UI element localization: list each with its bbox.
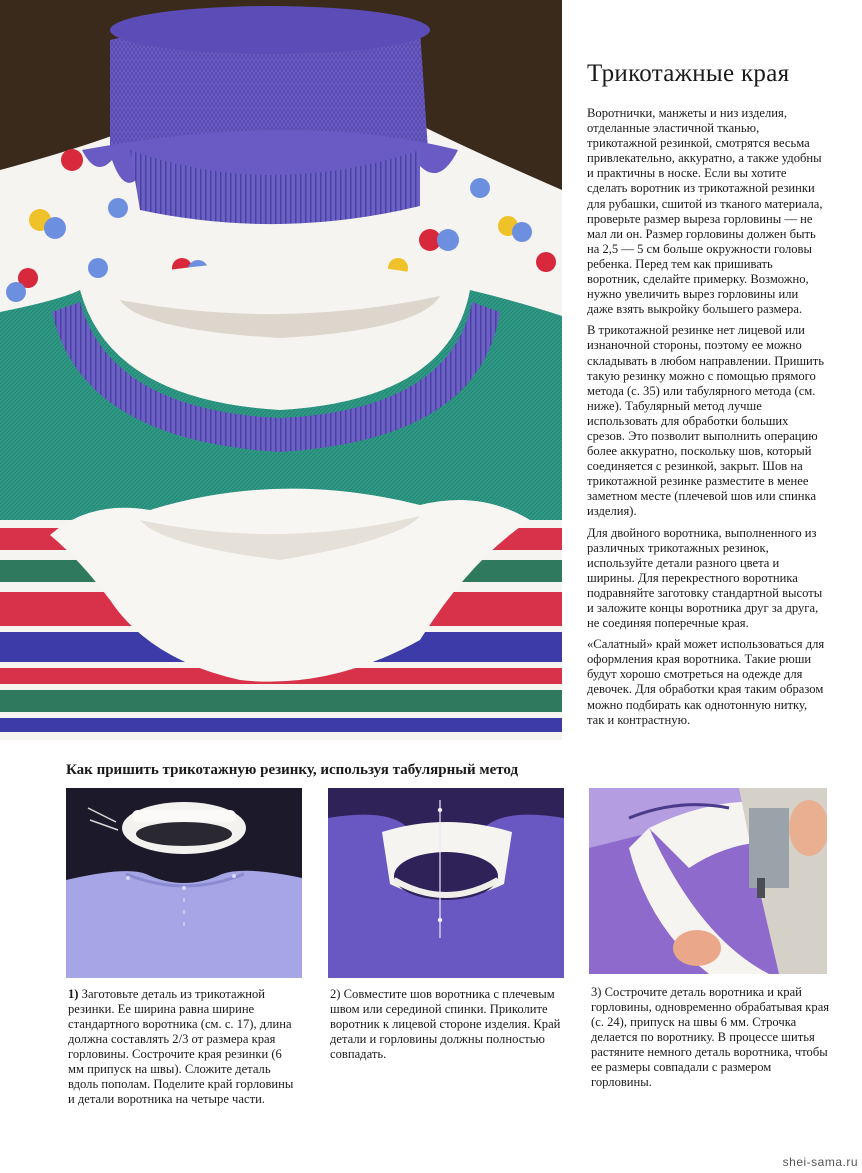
article-paragraph: Воротнички, манжеты и низ изделия, отделанные эластичной тканью, трикотажной резинкой, смотрятся весьма привлекательно, аккуратно, а также удобны и практичны в носке. Если вы хотите сделать воротник из трикотажной резинки для рубашки, сшитой из тканого материала, проверьте размер выреза горловины — не мал ли он. Размер горловины должен быть на 2,5 — 5 см больше окружности головы ребенка. Перед тем как пришивать воротник, сделайте примерку. Возможно, нужно увеличить вырез горловины или даже взять выкройку большего размера.	[587, 106, 823, 317]
step-text: Сострочите деталь воротника и край горловины, одновременно обрабатывая края (с. 24), припуск на швы 6 мм. Строчка делается по воротнику. В процессе шитья растяните немного деталь воротника, чтобы ее размеры совпадали с размером горловины.	[591, 985, 830, 1089]
step-3-caption	[591, 985, 831, 1090]
article-title: Трикотажные края	[587, 60, 790, 87]
step-text: Заготовьте деталь из трикотажной резинки. Ее ширина равна ширине стандартного воротника (см. с. 17), длина должна составлять 2/3 от размера края горловины. Сострочите края резинки (6 мм припуск на швы). Сложите деталь вдоль пополам. Поделите край горловины и детали воротника на четыре части.	[68, 987, 294, 1106]
article-paragraph: В трикотажной резинке нет лицевой или изнаночной стороны, поэтому ее можно складывать в любом направлении. Пришить такую резинку можно с помощью прямого метода (с. 35) или табулярного метода (см. ниже). Табулярный метод лучше использовать для обработки больших срезов. Это позволит выполнить операцию более аккуратно, поскольку шов, который соединяется с резинкой, закрыт. Шов на трикотажной резинке разместите в менее заметном месте (плечевой шов или спинка изделия).	[587, 323, 825, 519]
step-number: 3)	[591, 985, 602, 999]
step-3-photo	[589, 788, 827, 974]
article-paragraph: Для двойного воротника, выполненного из различных трикотажных резинок, используйте детали разного цвета и ширины. Для перекрестного воротника подравняйте заготовку стандартной высоты и заложите концы воротника друг за друга, не соединяя поперечные края.	[587, 525, 823, 631]
section-heading: Как пришить трикотажную резинку, используя табулярный метод	[66, 762, 519, 778]
step-text: Совместите шов воротника с плечевым швом или серединой спинки. Приколите воротник к лицевой стороне изделия. Край детали и горловины должны полностью совпадать.	[330, 987, 561, 1061]
step-number: 2)	[330, 987, 341, 1001]
article-paragraph: «Салатный» край может использоваться для оформления края воротника. Такие рюши будут хорошо смотреться на одежде для девочек. Для обработки края таким образом можно подбирать как однотонную нитку, так и контрастную.	[587, 637, 825, 727]
step-2-photo	[328, 788, 564, 978]
hero-photo-knit-collars	[0, 0, 562, 740]
article-body	[587, 106, 827, 734]
step-number: 1)	[68, 987, 79, 1001]
site-watermark: shei-sama.ru	[782, 1155, 858, 1169]
step-1-caption	[68, 987, 300, 1107]
step-2-caption	[330, 987, 562, 1062]
step-1-photo	[66, 788, 302, 978]
